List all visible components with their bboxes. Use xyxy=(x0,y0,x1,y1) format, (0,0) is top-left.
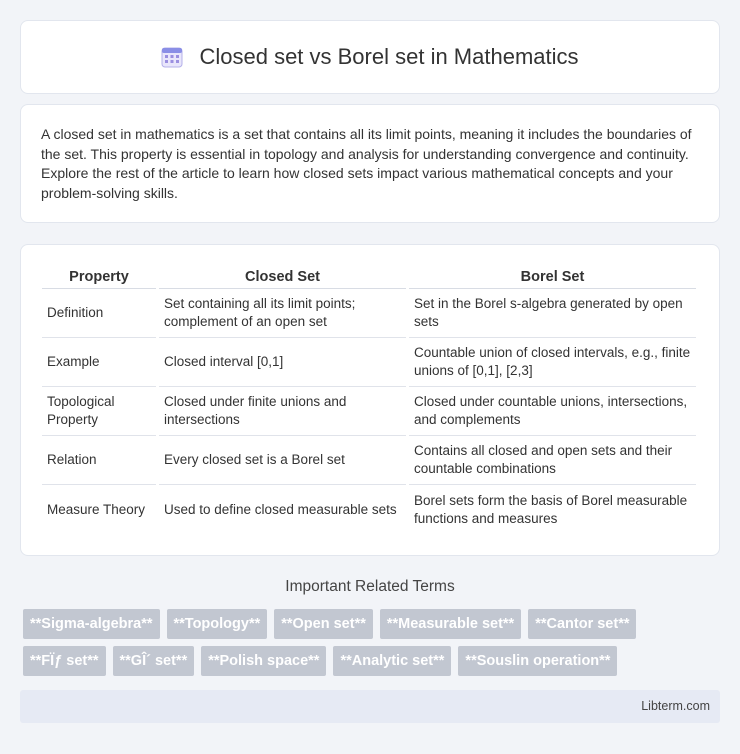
table-cell: Used to define closed measurable sets xyxy=(164,501,397,517)
term-tag[interactable]: **GÎ´ set** xyxy=(113,646,195,676)
intro-card xyxy=(20,104,720,223)
footer xyxy=(20,690,720,723)
related-terms-title: Important Related Terms xyxy=(285,578,455,595)
intro-text: A closed set in mathematics is a set that contains all its limit points, meaning it includes the boundaries of the set. This property is essential in topology and analysis for understanding convergence and continuity. Explore the rest of the article to learn how closed sets impact various mathematical concepts and your problem-solving skills. xyxy=(41,126,692,201)
header-borel-set: Borel Set xyxy=(409,267,696,289)
table-cell: Measure Theory xyxy=(47,501,146,517)
calendar-icon xyxy=(161,46,183,68)
table-row xyxy=(42,387,696,436)
table-cell: Contains all closed and open sets and their countable combinations xyxy=(409,436,696,485)
term-tag[interactable]: **Polish space** xyxy=(201,646,326,676)
table-row xyxy=(42,436,696,485)
table-row xyxy=(42,338,696,387)
table-cell: Closed under finite unions and intersections xyxy=(159,387,406,436)
table-row xyxy=(42,485,696,534)
term-tag[interactable]: **Measurable set** xyxy=(380,609,521,639)
term-tag[interactable]: **FÏƒ set** xyxy=(23,646,106,676)
table-cell: Closed under countable unions, intersections, and complements xyxy=(409,387,696,436)
term-tag[interactable]: **Souslin operation** xyxy=(458,646,617,676)
table-cell: Borel sets form the basis of Borel measurable functions and measures xyxy=(414,492,688,526)
table-cell: Relation xyxy=(42,436,156,485)
page-title: Closed set vs Borel set in Mathematics xyxy=(199,44,579,69)
table-cell: Topological Property xyxy=(42,387,156,436)
header-card xyxy=(20,20,720,94)
header-closed-set: Closed Set xyxy=(159,267,406,289)
table-cell: Countable union of closed intervals, e.g., finite unions of [0,1], [2,3] xyxy=(409,338,696,387)
term-tag[interactable]: **Open set** xyxy=(274,609,373,639)
comparison-table-card xyxy=(20,244,720,556)
term-tag[interactable]: **Topology** xyxy=(167,609,268,639)
header-property: Property xyxy=(42,267,156,289)
table-cell: Set in the Borel s-algebra generated by open sets xyxy=(409,289,696,338)
table-cell: Definition xyxy=(42,289,156,338)
term-tag[interactable]: **Cantor set** xyxy=(528,609,636,639)
table-cell: Set containing all its limit points; complement of an open set xyxy=(159,289,406,338)
table-row xyxy=(42,289,696,338)
related-terms-row-2 xyxy=(23,646,723,676)
related-terms-row-1 xyxy=(23,609,723,639)
term-tag[interactable]: **Analytic set** xyxy=(333,646,451,676)
table-cell: Closed interval [0,1] xyxy=(159,338,406,387)
table-header-row xyxy=(42,267,696,289)
comparison-table xyxy=(39,267,699,534)
table-cell: Example xyxy=(42,338,156,387)
table-cell: Every closed set is a Borel set xyxy=(159,436,406,485)
term-tag[interactable]: **Sigma-algebra** xyxy=(23,609,160,639)
footer-site-link[interactable]: Libterm.com xyxy=(641,699,710,713)
